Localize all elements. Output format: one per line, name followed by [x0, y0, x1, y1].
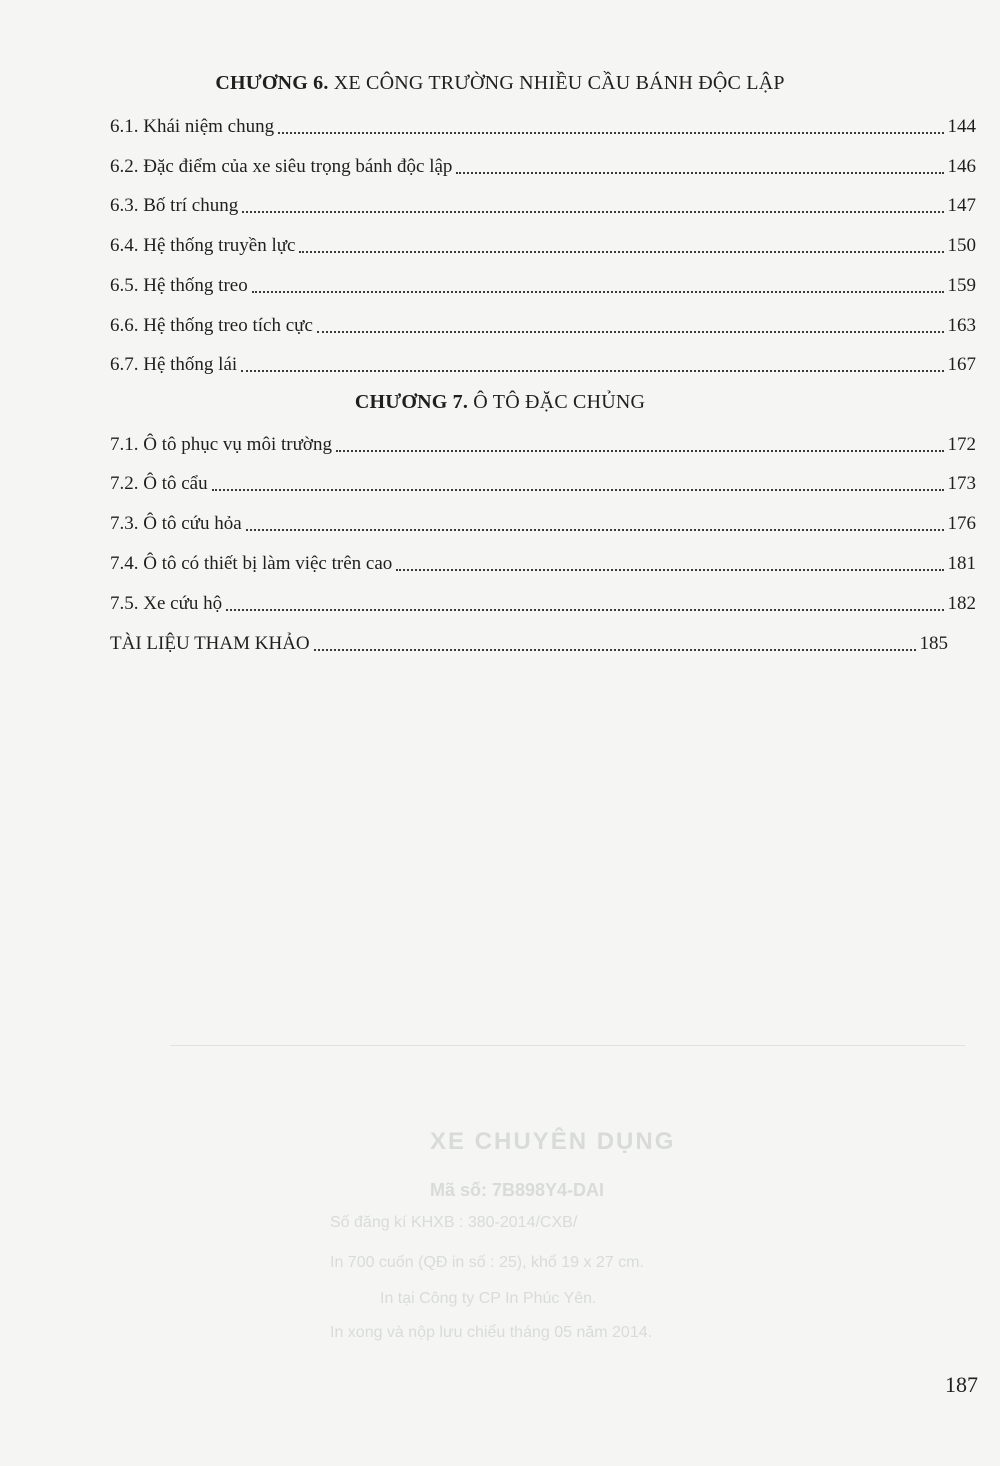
toc-entry-6-4 [110, 230, 976, 258]
entry-page: 146 [947, 156, 976, 177]
entry-title: 7.3. Ô tô cứu hỏa [110, 513, 242, 534]
dot-leader [246, 529, 944, 531]
toc-entry-references [110, 628, 948, 656]
toc-entry-6-3 [110, 190, 976, 218]
chapter-7-title: Ô TÔ ĐẶC CHỦNG [468, 391, 646, 413]
chapter-6-title: XE CÔNG TRƯỜNG NHIỀU CẦU BÁNH ĐỘC LẬP [328, 72, 785, 94]
dot-leader [396, 569, 943, 571]
chapter-6-label: CHƯƠNG 6. [215, 72, 329, 94]
toc-entry-7-1 [110, 429, 976, 457]
entry-title: 7.4. Ô tô có thiết bị làm việc trên cao [110, 553, 393, 574]
entry-page: 173 [947, 473, 976, 494]
page-number: 187 [945, 1372, 978, 1397]
entry-title: 6.3. Bố trí chung [110, 195, 239, 216]
dot-leader [226, 609, 943, 611]
bleed-through-line-2: In 700 cuốn (QĐ in số : 25), khổ 19 x 27 cm. [330, 1254, 644, 1271]
chapter-6-heading [0, 72, 1000, 95]
toc-entry-7-2 [110, 468, 976, 496]
bleed-through-rule [170, 1045, 965, 1046]
entry-title: 6.7. Hệ thống lái [110, 354, 238, 375]
dot-leader [317, 331, 944, 333]
bleed-through-line-3: In tại Công ty CP In Phúc Yên. [380, 1290, 597, 1307]
toc-entry-6-7 [110, 349, 976, 377]
entry-page: 182 [947, 593, 976, 614]
toc-entry-6-1 [110, 111, 976, 139]
entry-title: 6.4. Hệ thống truyền lực [110, 235, 296, 256]
entry-title: 6.1. Khái niệm chung [110, 116, 275, 137]
toc-entry-6-2 [110, 151, 976, 179]
dot-leader [336, 450, 944, 452]
entry-page: 185 [919, 633, 948, 654]
dot-leader [299, 251, 943, 253]
entry-page: 150 [947, 235, 976, 256]
dot-leader [278, 132, 943, 134]
dot-leader [241, 370, 943, 372]
entry-title: 7.5. Xe cứu hộ [110, 593, 223, 614]
bleed-through-line-4: In xong và nộp lưu chiểu tháng 05 năm 2014. [330, 1324, 653, 1341]
toc-entry-6-6 [110, 310, 976, 338]
dot-leader [242, 211, 943, 213]
dot-leader [252, 291, 944, 293]
bleed-through-line-1: Số đăng kí KHXB : 380-2014/CXB/ [330, 1214, 578, 1231]
chapter-7-heading [0, 391, 1000, 414]
entry-page: 144 [947, 116, 976, 137]
entry-title: 6.2. Đặc điểm của xe siêu trọng bánh độc lập [110, 156, 453, 177]
dot-leader [212, 489, 944, 491]
entry-page: 147 [947, 195, 976, 216]
entry-title: 6.5. Hệ thống treo [110, 275, 248, 296]
dot-leader [314, 649, 916, 651]
dot-leader [456, 172, 943, 174]
entry-title: TÀI LIỆU THAM KHẢO [110, 633, 310, 654]
entry-title: 6.6. Hệ thống treo tích cực [110, 315, 313, 336]
entry-title: 7.2. Ô tô cẩu [110, 473, 208, 494]
toc-entry-6-5 [110, 270, 976, 298]
entry-title: 7.1. Ô tô phục vụ môi trường [110, 434, 332, 455]
entry-page: 176 [947, 513, 976, 534]
entry-page: 167 [947, 354, 976, 375]
entry-page: 181 [947, 553, 976, 574]
entry-page: 159 [947, 275, 976, 296]
toc-entry-7-5 [110, 588, 976, 616]
toc-entry-7-3 [110, 508, 976, 536]
entry-page: 163 [947, 315, 976, 336]
entry-page: 172 [947, 434, 976, 455]
bleed-through-title: XE CHUYÊN DỤNG [430, 1128, 676, 1155]
chapter-7-label: CHƯƠNG 7. [354, 391, 469, 413]
bleed-through-code: Mã số: 7B898Y4-DAI [430, 1180, 605, 1200]
toc-entry-7-4 [110, 548, 976, 576]
